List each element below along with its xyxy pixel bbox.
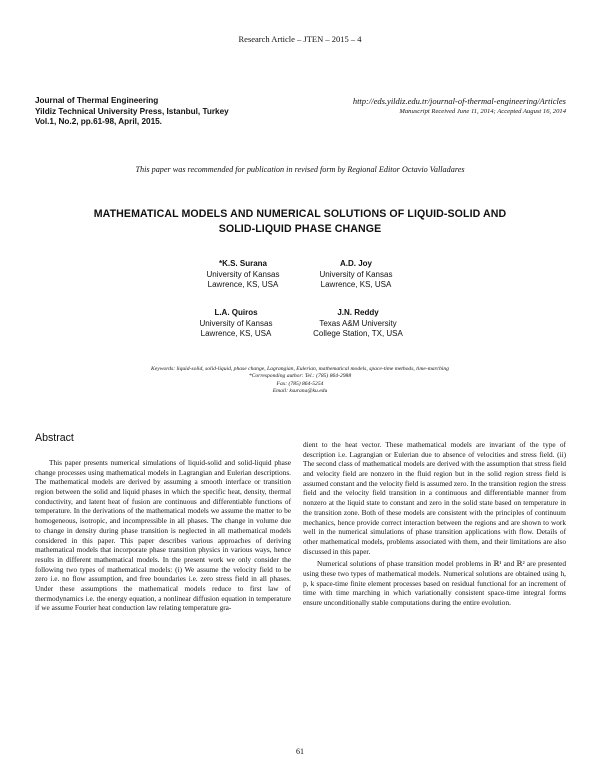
journal-info [35, 96, 229, 128]
journal-name: Journal of Thermal Engineering [35, 96, 159, 105]
abstract-paragraph: dient to the heat vector. These mathematical models are invariant of the type of description i.e. Lagrangian or Eulerian due to absence of velocities and stress field. (ii) The second class of mathematical models are derived with the assumption that stress field and velocity field are nonzero in the fluid region but in the solid region stress field is assumed constant and the velocity field is assumed zero. In the transition region the stress field and the velocity field transition in a continuous and differentiable manner from nonzero at the liquid state to constant and zero in the solid state based on temperature in the transition zone. Both of these models are consistent with the principles of continuum mechanics, hence provide correct interaction between the regions and are shown to work well in the numerical simulations of phase transition applications with flow. Details of other mathematical models, problems associated with them, and their limitations are also discussed in this paper. [303, 440, 566, 556]
author-affiliation: University of Kansas [199, 318, 273, 328]
author-name: L.A. Quiros [214, 308, 258, 317]
abstract-paragraph: Numerical solutions of phase transition model problems in ℝ¹ and ℝ² are presented using these two types of mathematical models. Numerical solutions are obtained using h, p, k space-time finite element processes based on residual functional for an increment of time with time marching in which variationally consistent space-time integral forms ensure unconditionally stable computations during the entire evolution. [303, 559, 566, 607]
email[interactable]: Email: ksurana@ku.edu [272, 388, 328, 395]
author-joy [296, 259, 416, 291]
corresponding-author: *Corresponding author: Tel.: (785) 864-2988 [248, 373, 352, 380]
page-number: 61 [296, 747, 304, 756]
keywords: Keywords: liquid-solid, solid-liquid, phase change, Lagrangian, Eulerian, mathematical models, space-time methods, time-marching [151, 366, 449, 372]
author-name: *K.S. Surana [218, 259, 267, 268]
editor-note: This paper was recommended for publication in revised form by Regional Editor Octavio Valladares [135, 165, 465, 174]
journal-volume: Vol.1, No.2, pp.61-98, April, 2015. [35, 117, 162, 126]
abstract-right-column-text [303, 440, 566, 608]
running-header: Research Article – JTEN – 2015 – 4 [238, 34, 362, 44]
title-line-1: MATHEMATICAL MODELS AND NUMERICAL SOLUTIONS OF LIQUID-SOLID AND [93, 208, 507, 220]
author-name: A.D. Joy [339, 259, 372, 268]
journal-links [353, 96, 566, 117]
author-affiliation: Texas A&M University [319, 318, 397, 328]
author-surana [183, 259, 303, 291]
author-affiliation: University of Kansas [319, 269, 393, 279]
author-reddy [298, 308, 418, 340]
author-name: J.N. Reddy [337, 308, 379, 317]
author-location: Lawrence, KS, USA [320, 280, 392, 290]
title-line-2: SOLID-LIQUID PHASE CHANGE [218, 222, 382, 235]
abstract-heading: Abstract [35, 432, 74, 444]
author-location: Lawrence, KS, USA [207, 280, 279, 290]
author-affiliation: University of Kansas [206, 269, 280, 279]
fax: Fax: (785) 864-5254 [276, 380, 324, 387]
author-location: College Station, TX, USA [313, 329, 403, 339]
author-location: Lawrence, KS, USA [200, 329, 272, 339]
abstract-paragraph: This paper presents numerical simulations of liquid-solid and solid-liquid phase change processes using mathematical models in Lagrangian and Eulerian descriptions. The mathematical models are derived by assuming a smooth interface or transition region between the solid and liquid phases in which the specific heat, density, thermal conductivity, and latent heat of fusion are continuous and differentiable functions of temperature. In the derivations of the mathematical models we assume the matter to be homogeneous, isotropic, and incompressible in all phases. The change in volume due to change in density during phase transition is neglected in all mathematical models considered in this paper. This paper describes various approaches of deriving mathematical models that incorporate phase transition physics in various ways, hence results in different mathematical models. In the present work we only consider the following two types of mathematical models: (i) We assume the velocity field to be zero i.e. no flow assumption, and free boundaries i.e. zero stress field in all phases. Under these assumptions the mathematical models reduce to first law of thermodynamics i.e. the energy equation, a nonlinear diffusion equation in temperature if we assume Fourier heat conduction law relating temperature gra- [35, 458, 291, 613]
abstract-left-column [35, 458, 291, 613]
author-quiros [176, 308, 296, 340]
paper-metadata [120, 366, 480, 396]
journal-publisher: Yildiz Technical University Press, Istanbul, Turkey [35, 106, 229, 116]
journal-url[interactable]: http://eds.yildiz.edu.tr/journal-of-thermal-engineering/Articles [352, 96, 566, 106]
manuscript-dates: Manuscript Received June 11, 2014; Accepted August 16, 2014 [399, 107, 566, 115]
paper-title [40, 207, 560, 236]
